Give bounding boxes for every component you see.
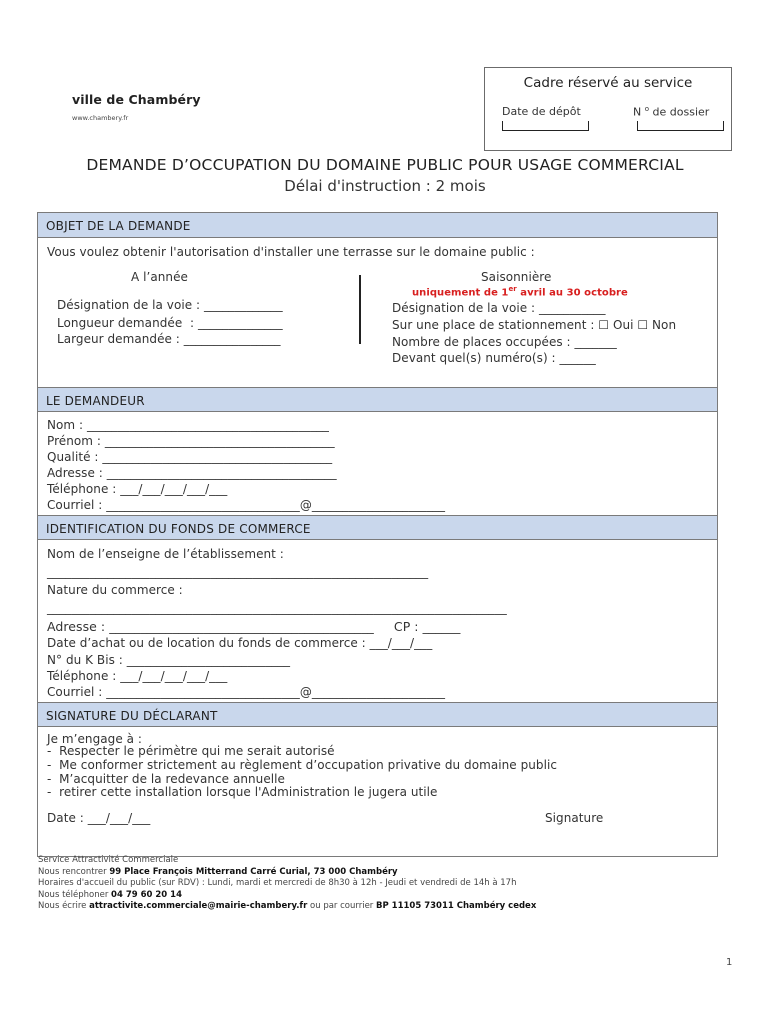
- logo-url: www.chambery.fr: [72, 114, 129, 122]
- footer-postal: BP 11105 73011 Chambéry cedex: [376, 901, 537, 912]
- signature-label[interactable]: Signature: [545, 811, 604, 825]
- footer-address: 99 Place François Mitterrand Carré Curial, 73 000 Chambéry: [109, 866, 398, 877]
- contact-footer: Service Attractivité Commerciale Nous rencontrer 99 Place François Mitterrand Carré Curial, 73 000 Chambéry Horaires d'accueil du public (sur RDV) : Lundi, mardi et mercredi de 8h30 à 12h - Jeudi et vendredi de 14h à 17h Nous téléphoner 04 79 60 20 14 Nous écrire attractivite.commerciale@mairie-chambery.fr ou par courrier BP 11105 73011 Chambéry cedex: [38, 855, 537, 912]
- date-depot-field[interactable]: [502, 121, 589, 131]
- objet-intro: Vous voulez obtenir l'autorisation d'installer une terrasse sur le domaine public :: [47, 245, 535, 259]
- fonds-kbis-field[interactable]: N° du K Bis : ___________________________: [47, 653, 291, 667]
- page-number: 1: [726, 957, 733, 968]
- annee-longueur-field[interactable]: Longueur demandée : ______________: [57, 316, 283, 330]
- fonds-telephone-field[interactable]: Téléphone : ___/___/___/___/___: [47, 669, 228, 683]
- dossier-number-field[interactable]: [637, 121, 724, 131]
- fonds-nature-field[interactable]: ____________________________________________________________________________: [47, 601, 507, 615]
- footer-hours: Horaires d'accueil du public (sur RDV) : Lundi, mardi et mercredi de 8h30 à 12h - Jeudi et vendredi de 14h à 17h: [38, 878, 517, 889]
- date-depot-label: Date de dépôt: [502, 105, 581, 118]
- demandeur-qualite-field[interactable]: Qualité : ______________________________________: [47, 450, 333, 464]
- page-subtitle: Délai d'instruction : 2 mois: [284, 177, 486, 195]
- fonds-enseigne-label: Nom de l’enseigne de l’établissement :: [47, 547, 284, 561]
- section-header-demandeur: LE DEMANDEUR: [38, 387, 717, 412]
- demandeur-adresse-field[interactable]: Adresse : ______________________________________: [47, 466, 337, 480]
- annee-title: A l’année: [131, 270, 188, 284]
- engagement-item: - Respecter le périmètre qui me serait autorisé: [47, 744, 335, 758]
- annee-voie-field[interactable]: Désignation de la voie : _____________: [57, 298, 283, 312]
- application-form: [37, 212, 718, 857]
- fonds-adresse-field[interactable]: Adresse : __________________________________________ CP : ______: [47, 619, 461, 634]
- fonds-date-achat-field[interactable]: Date d’achat ou de location du fonds de commerce : ___/___/___: [47, 636, 433, 650]
- saison-voie-field[interactable]: Désignation de la voie : ___________: [392, 301, 606, 315]
- fonds-courriel-field[interactable]: Courriel : ________________________________@______________________: [47, 685, 446, 699]
- signature-engage: Je m’engage à :: [47, 732, 142, 746]
- engagement-item: - M’acquitter de la redevance annuelle: [47, 772, 285, 786]
- column-divider: [359, 275, 361, 344]
- reserved-title: Cadre réservé au service: [523, 75, 693, 91]
- footer-phone: 04 79 60 20 14: [111, 889, 183, 900]
- footer-service: Service Attractivité Commerciale: [38, 855, 179, 865]
- demandeur-prenom-field[interactable]: Prénom : ______________________________________: [47, 434, 335, 448]
- signature-date-field[interactable]: Date : ___/___/___: [47, 811, 151, 825]
- fonds-nature-label: Nature du commerce :: [47, 583, 183, 597]
- saison-period-note: uniquement de 1er avril au 30 octobre: [412, 285, 628, 299]
- fonds-enseigne-field[interactable]: _______________________________________________________________: [47, 565, 429, 579]
- reserved-for-service-box: [484, 67, 732, 151]
- footer-email-link[interactable]: attractivite.commerciale@mairie-chambery.fr: [89, 901, 308, 912]
- section-header-signature: SIGNATURE DU DÉCLARANT: [38, 702, 717, 727]
- city-logo: [72, 92, 201, 122]
- annee-largeur-field[interactable]: Largeur demandée : ________________: [57, 332, 281, 346]
- dossier-number-label: N $^o$ de dossier: [633, 105, 710, 119]
- saison-stationnement-field[interactable]: Sur une place de stationnement : ☐ Oui ☐ Non: [392, 318, 677, 332]
- saison-numeros-field[interactable]: Devant quel(s) numéro(s) : ______: [392, 351, 596, 365]
- logo-name: ville de Chambéry: [72, 92, 201, 107]
- section-header-objet: OBJET DE LA DEMANDE: [38, 213, 717, 238]
- engagement-item: - retirer cette installation lorsque l'Administration le jugera utile: [47, 785, 438, 799]
- engagement-item: - Me conformer strictement au règlement d’occupation privative du domaine public: [47, 758, 557, 772]
- demandeur-nom-field[interactable]: Nom : ________________________________________: [47, 418, 329, 432]
- section-header-fonds: IDENTIFICATION DU FONDS DE COMMERCE: [38, 515, 717, 540]
- demandeur-courriel-field[interactable]: Courriel : ________________________________@______________________: [47, 498, 446, 512]
- demandeur-telephone-field[interactable]: Téléphone : ___/___/___/___/___: [47, 482, 228, 496]
- saison-places-field[interactable]: Nombre de places occupées : _______: [392, 335, 617, 349]
- page-title: DEMANDE D’OCCUPATION DU DOMAINE PUBLIC POUR USAGE COMMERCIAL: [86, 156, 684, 174]
- saison-title: Saisonnière: [481, 270, 552, 284]
